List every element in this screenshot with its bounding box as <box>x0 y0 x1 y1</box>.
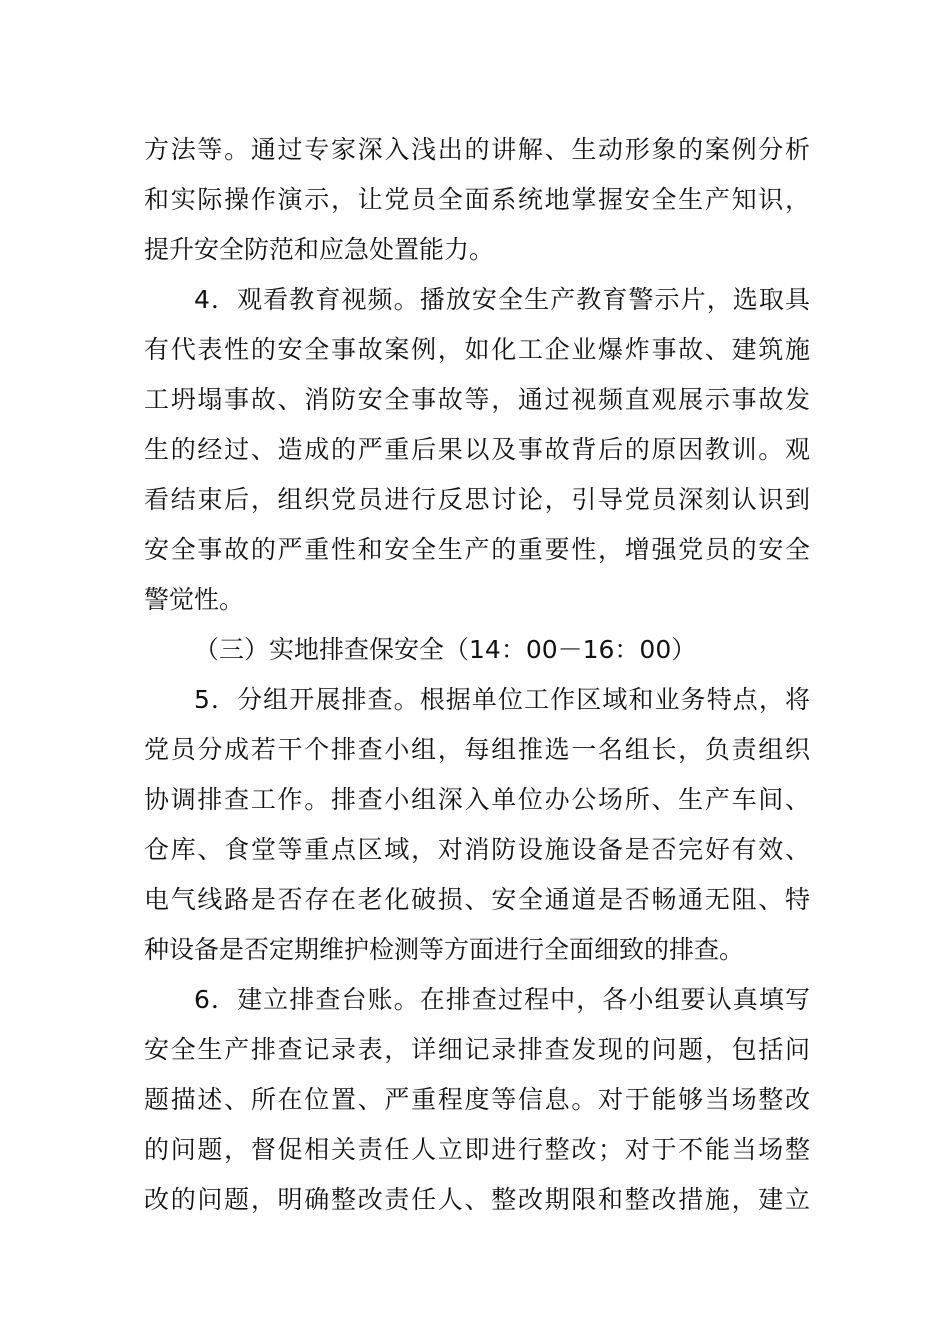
text-line: 提升安全防范和应急处置能力。 <box>144 235 495 264</box>
text-line: 党员分成若干个排查小组，每组推选一名组长，负责组织 <box>144 735 812 764</box>
text-line: 协调排查工作。排查小组深入单位办公场所、生产车间、 <box>144 785 812 814</box>
text-line: 的问题，督促相关责任人立即进行整改；对于不能当场整 <box>144 1135 812 1164</box>
text-line: 安全生产排查记录表，详细记录排查发现的问题，包括问 <box>144 1035 812 1064</box>
text-line: 种设备是否定期维护检测等方面进行全面细致的排查。 <box>144 935 745 964</box>
paragraph-start-line: 5．分组开展排查。根据单位工作区域和业务特点，将 <box>194 685 812 714</box>
paragraph-start-line: 4．观看教育视频。播放安全生产教育警示片，选取具 <box>194 285 812 314</box>
text-line: 和实际操作演示，让党员全面系统地掌握安全生产知识， <box>144 185 812 214</box>
section-heading: （三）实地排查保安全（14：00－16：00） <box>194 635 697 664</box>
text-line: 工坍塌事故、消防安全事故等，通过视频直观展示事故发 <box>144 385 812 414</box>
text-line: 改的问题，明确整改责任人、整改期限和整改措施，建立 <box>144 1185 812 1214</box>
text-line: 安全事故的严重性和安全生产的重要性，增强党员的安全 <box>144 535 812 564</box>
text-line: 方法等。通过专家深入浅出的讲解、生动形象的案例分析 <box>144 135 812 164</box>
text-line: 题描述、所在位置、严重程度等信息。对于能够当场整改 <box>144 1085 812 1114</box>
text-line: 有代表性的安全事故案例，如化工企业爆炸事故、建筑施 <box>144 335 812 364</box>
text-line: 警觉性。 <box>144 585 245 614</box>
paragraph-start-line: 6．建立排查台账。在排查过程中，各小组要认真填写 <box>194 985 812 1014</box>
text-line: 生的经过、造成的严重后果以及事故背后的原因教训。观 <box>144 435 812 464</box>
text-line: 看结束后，组织党员进行反思讨论，引导党员深刻认识到 <box>144 485 812 514</box>
text-line: 电气线路是否存在老化破损、安全通道是否畅通无阻、特 <box>144 885 812 914</box>
text-line: 仓库、食堂等重点区域，对消防设施设备是否完好有效、 <box>144 835 812 864</box>
